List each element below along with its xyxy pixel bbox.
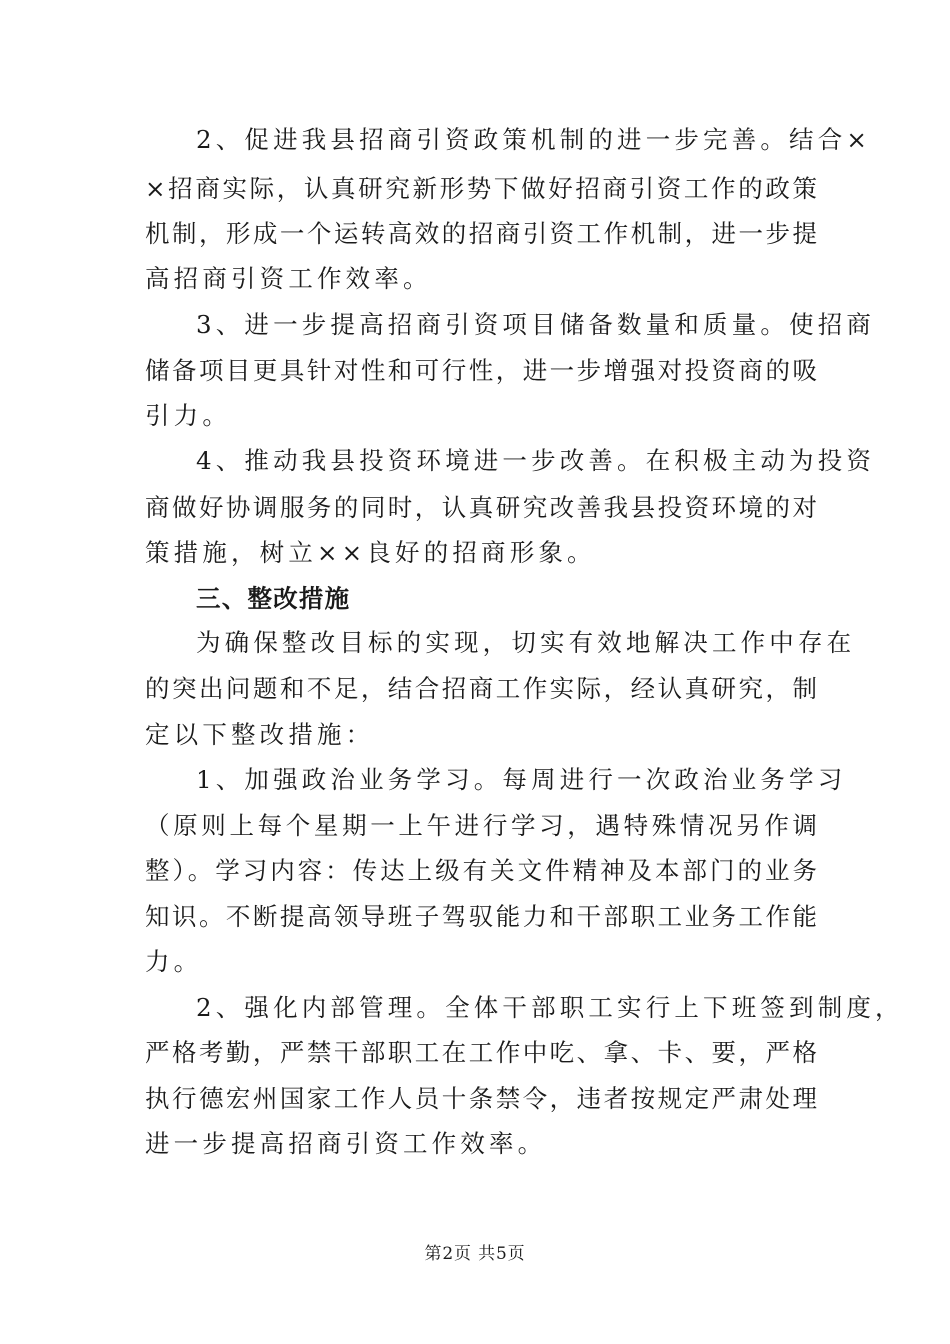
paragraph-line: 机制，形成一个运转高效的招商引资工作机制，进一步提 xyxy=(145,219,817,248)
section-heading: 三、整改措施 xyxy=(196,584,351,613)
paragraph-line: 整）。学习内容：传达上级有关文件精神及本部门的业务 xyxy=(145,856,817,885)
paragraph-line: 商做好协调服务的同时，认真研究改善我县投资环境的对 xyxy=(145,493,817,522)
paragraph-line: 储备项目更具针对性和可行性，进一步增强对投资商的吸 xyxy=(145,356,817,385)
paragraph-line: 引力。 xyxy=(145,401,231,430)
paragraph-line: 的突出问题和不足，结合招商工作实际，经认真研究，制 xyxy=(145,674,817,703)
paragraph-line: 高招商引资工作效率。 xyxy=(145,264,432,293)
paragraph-line: 知识。不断提高领导班子驾驭能力和干部职工业务工作能 xyxy=(145,902,817,931)
page-number: 第2页 共5页 xyxy=(424,1244,526,1264)
paragraph-line: ×招商实际，认真研究新形势下做好招商引资工作的政策 xyxy=(145,174,817,203)
paragraph-line: 4、推动我县投资环境进一步改善。在积极主动为投资 xyxy=(196,446,876,475)
paragraph-line: 2、促进我县招商引资政策机制的进一步完善。结合× xyxy=(196,125,872,154)
paragraph-line: 定以下整改措施： xyxy=(145,720,375,749)
paragraph-line: 进一步提高招商引资工作效率。 xyxy=(145,1129,547,1158)
paragraph-line: 3、进一步提高招商引资项目储备数量和质量。使招商 xyxy=(196,310,876,339)
paragraph-line: 力。 xyxy=(145,947,203,976)
paragraph-line: 为确保整改目标的实现，切实有效地解决工作中存在 xyxy=(196,628,856,657)
paragraph-line: 1、加强政治业务学习。每周进行一次政治业务学习 xyxy=(196,765,847,794)
paragraph-line: 策措施，树立××良好的招商形象。 xyxy=(145,538,596,567)
paragraph-line: 执行德宏州国家工作人员十条禁令，违者按规定严肃处理 xyxy=(145,1084,817,1113)
paragraph-line: （原则上每个星期一上午进行学习，遇特殊情况另作调 xyxy=(145,811,817,840)
paragraph-line: 2、强化内部管理。全体干部职工实行上下班签到制度， xyxy=(196,993,904,1022)
paragraph-line: 严格考勤，严禁干部职工在工作中吃、拿、卡、要，严格 xyxy=(145,1038,817,1067)
